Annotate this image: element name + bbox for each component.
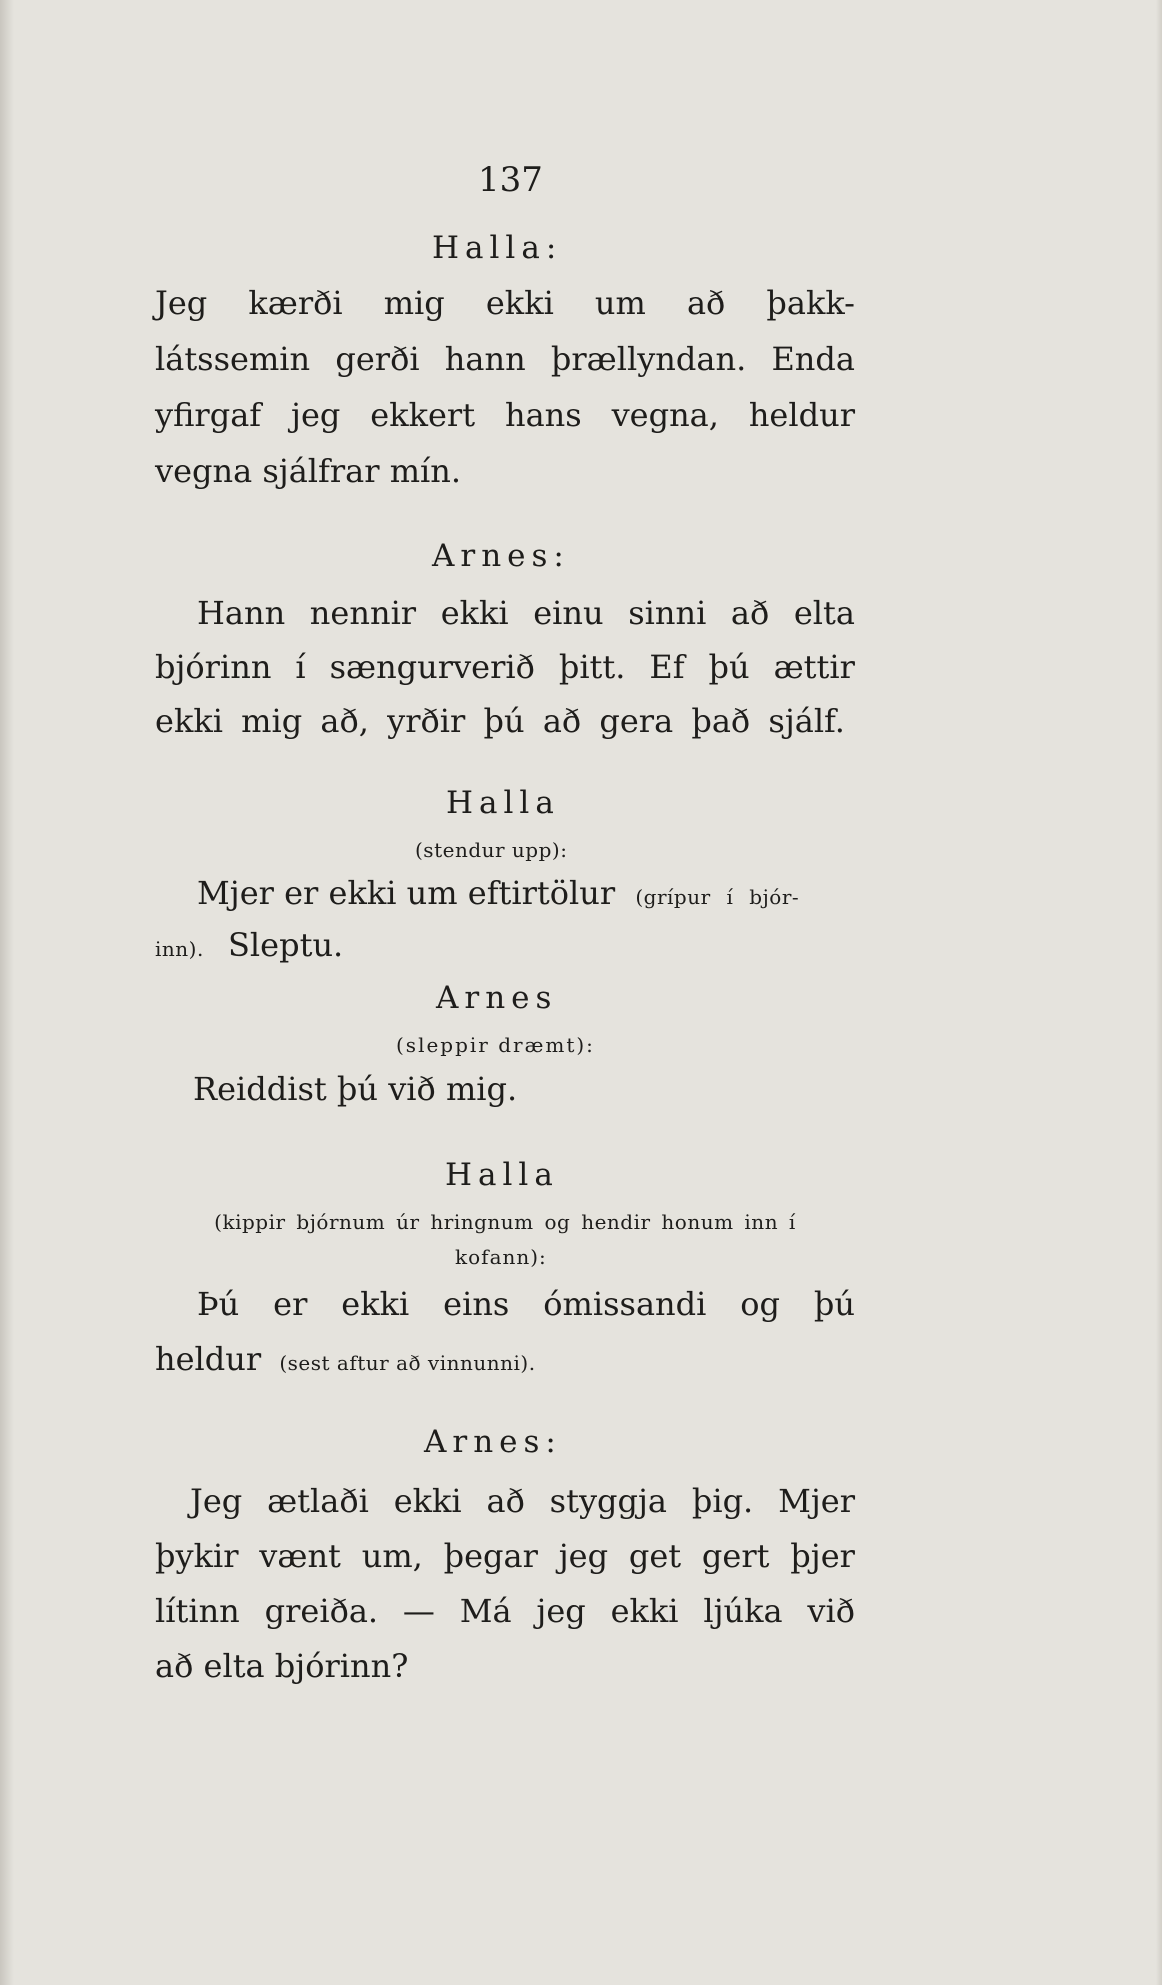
word: gert bbox=[701, 1537, 770, 1575]
word: Ef bbox=[649, 648, 685, 686]
dialogue-line bbox=[155, 1340, 536, 1378]
word: bjórinn bbox=[155, 648, 272, 686]
dialogue-text: Mjer er ekki um eftirtölur bbox=[197, 874, 616, 912]
word: þakk- bbox=[766, 284, 855, 322]
word: mig bbox=[241, 702, 303, 740]
dialogue-line bbox=[155, 284, 855, 322]
word: Jeg bbox=[155, 284, 208, 322]
word: yrðir bbox=[387, 702, 466, 740]
word: yfirgaf bbox=[155, 396, 262, 434]
page-number: 137 bbox=[478, 160, 543, 200]
word: þú bbox=[813, 1285, 855, 1323]
speaker-name: Arnes: bbox=[432, 538, 570, 574]
speaker-name: Halla bbox=[446, 785, 560, 821]
word: Hann bbox=[197, 594, 286, 632]
word: að bbox=[686, 284, 726, 322]
word: ekki bbox=[155, 702, 223, 740]
dialogue-line bbox=[155, 1592, 855, 1630]
word: að, bbox=[320, 702, 369, 740]
word: ekki bbox=[440, 594, 509, 632]
word: það bbox=[691, 702, 751, 740]
word: látssemin bbox=[155, 340, 311, 378]
dialogue-line: að elta bjórinn? bbox=[155, 1647, 409, 1685]
word: Þú bbox=[197, 1285, 240, 1323]
dialogue-line bbox=[155, 648, 855, 686]
word: heldur bbox=[748, 396, 855, 434]
word: ekki bbox=[485, 284, 554, 322]
stage-direction: (sleppir dræmt): bbox=[396, 1033, 595, 1057]
dialogue-text: Sleptu. bbox=[228, 926, 344, 964]
word: er bbox=[273, 1285, 308, 1323]
dialogue-line bbox=[155, 926, 343, 964]
word: Mjer bbox=[778, 1482, 855, 1520]
word: ekkert bbox=[370, 396, 476, 434]
dialogue-line bbox=[197, 874, 799, 912]
word: og bbox=[740, 1285, 780, 1323]
dialogue-line bbox=[197, 594, 855, 632]
page-edge-shadow bbox=[1156, 0, 1162, 1985]
word: um, bbox=[361, 1537, 423, 1575]
speaker-name: Arnes: bbox=[424, 1424, 562, 1460]
word: vegna, bbox=[611, 396, 719, 434]
word: greiða. bbox=[264, 1592, 379, 1630]
word: kærði bbox=[248, 284, 343, 322]
dialogue-text: heldur bbox=[155, 1340, 262, 1378]
stage-direction: (kippir bjórnum úr hringnum og hendir honum inn í bbox=[214, 1210, 796, 1234]
word: að bbox=[486, 1482, 525, 1520]
word: sængurverið bbox=[329, 648, 535, 686]
word: sinni bbox=[628, 594, 707, 632]
stage-direction: inn). bbox=[155, 937, 204, 961]
speaker-name: Halla bbox=[445, 1157, 559, 1193]
word: lítinn bbox=[155, 1592, 240, 1630]
stage-direction: (sest aftur að vinnunni). bbox=[279, 1351, 536, 1375]
dialogue-line bbox=[155, 340, 855, 378]
dialogue-line bbox=[197, 1285, 855, 1323]
word: gerði bbox=[335, 340, 420, 378]
word: eins bbox=[443, 1285, 510, 1323]
word: mig bbox=[383, 284, 445, 322]
word: Enda bbox=[771, 340, 855, 378]
word: þjer bbox=[790, 1537, 855, 1575]
word: þig. bbox=[691, 1482, 754, 1520]
word: jeg bbox=[536, 1592, 586, 1630]
word: ekki bbox=[393, 1482, 462, 1520]
word: þykir bbox=[155, 1537, 239, 1575]
word: að bbox=[542, 702, 582, 740]
word: ættir bbox=[773, 648, 855, 686]
word: ekki bbox=[341, 1285, 410, 1323]
word: jeg bbox=[291, 396, 341, 434]
word: jeg bbox=[558, 1537, 609, 1575]
word: ekki bbox=[610, 1592, 679, 1630]
word: um bbox=[594, 284, 646, 322]
word: styggja bbox=[549, 1482, 667, 1520]
word: sjálf. bbox=[768, 702, 845, 740]
dialogue-line bbox=[155, 396, 855, 434]
word: þegar bbox=[443, 1537, 538, 1575]
word: nennir bbox=[309, 594, 417, 632]
stage-direction: (stendur upp): bbox=[415, 838, 568, 862]
word: get bbox=[628, 1537, 682, 1575]
word: vænt bbox=[259, 1537, 341, 1575]
dialogue-line bbox=[155, 1537, 855, 1575]
word: þitt. bbox=[558, 648, 626, 686]
word: í bbox=[295, 648, 306, 686]
word: hann bbox=[444, 340, 526, 378]
stage-direction: kofann): bbox=[455, 1245, 547, 1269]
word: ætlaði bbox=[267, 1482, 369, 1520]
word: — bbox=[402, 1592, 435, 1630]
word: ómissandi bbox=[543, 1285, 707, 1323]
word: Jeg bbox=[190, 1482, 243, 1520]
word: einu bbox=[533, 594, 604, 632]
word: við bbox=[807, 1592, 855, 1630]
word: ljúka bbox=[703, 1592, 783, 1630]
speaker-name: Halla: bbox=[432, 230, 563, 266]
dialogue-line bbox=[190, 1482, 855, 1520]
stage-direction: (grípur í bjór- bbox=[635, 885, 800, 909]
spine-shadow bbox=[0, 0, 14, 1985]
word: þú bbox=[708, 648, 750, 686]
speaker-name: Arnes bbox=[436, 980, 558, 1016]
dialogue-line: vegna sjálfrar mín. bbox=[155, 452, 462, 490]
word: Má bbox=[459, 1592, 512, 1630]
word: að bbox=[730, 594, 770, 632]
word: hans bbox=[504, 396, 582, 434]
dialogue-line bbox=[155, 702, 845, 740]
word: þrællyndan. bbox=[550, 340, 747, 378]
word: þú bbox=[483, 702, 525, 740]
dialogue-line: Reiddist þú við mig. bbox=[193, 1070, 518, 1108]
word: elta bbox=[793, 594, 855, 632]
word: gera bbox=[599, 702, 674, 740]
